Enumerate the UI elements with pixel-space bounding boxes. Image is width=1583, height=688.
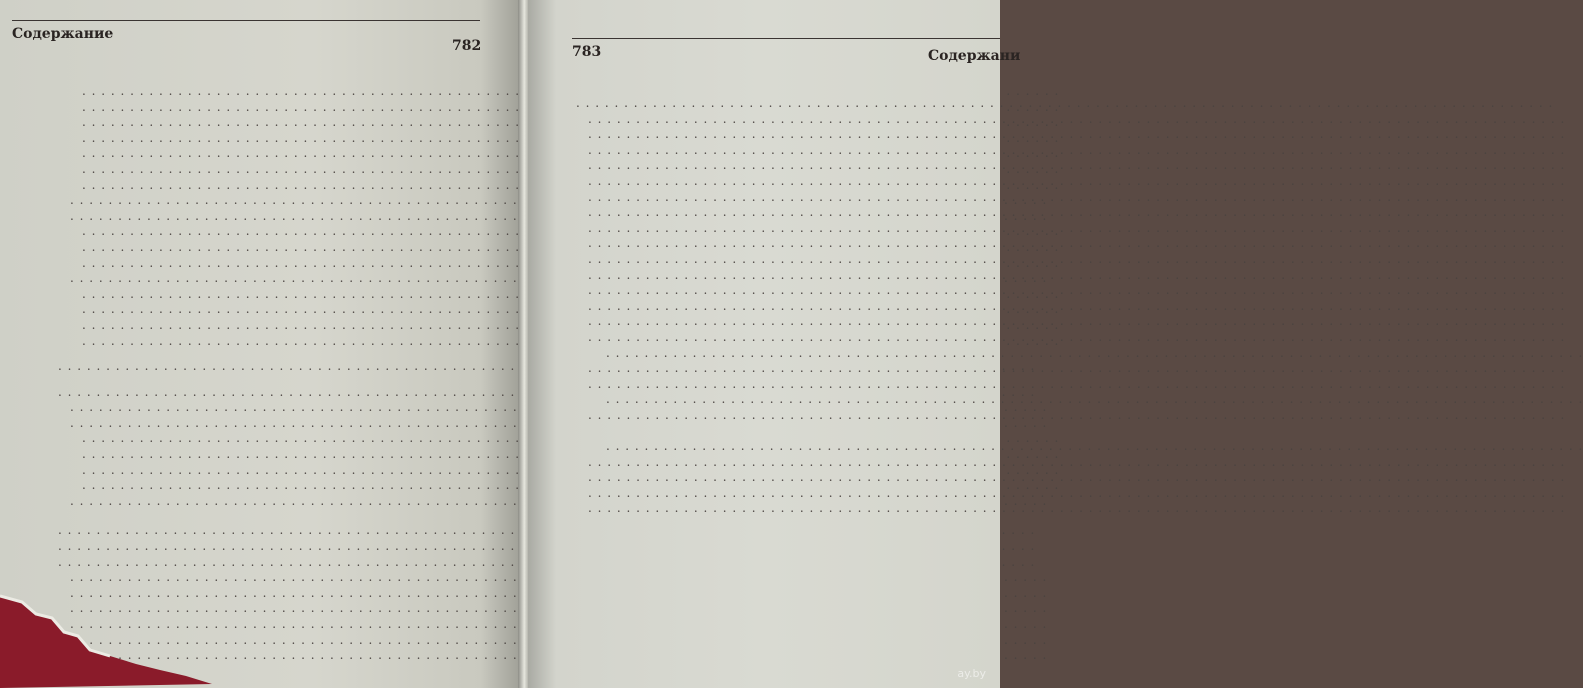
header-rule	[12, 20, 480, 21]
toc-entry	[56, 447, 480, 463]
toc-entry	[56, 302, 480, 318]
toc-entry	[574, 330, 960, 346]
toc-entry	[56, 240, 480, 256]
toc-entry	[56, 463, 480, 479]
toc-entry	[56, 431, 480, 447]
dot-leader	[588, 236, 1565, 252]
toc-entry	[56, 570, 480, 586]
toc-entry	[574, 174, 960, 190]
toc-entry	[574, 143, 960, 159]
dot-leader	[576, 96, 1553, 112]
dot-leader	[588, 408, 1565, 424]
dot-leader	[588, 174, 1565, 190]
toc-entry	[574, 470, 960, 486]
toc-entry	[56, 162, 480, 178]
toc-entry	[56, 287, 480, 303]
running-head-right: Содержани	[928, 48, 1021, 64]
dot-leader	[588, 455, 1565, 471]
watermark: ay.by	[957, 667, 986, 680]
toc-entry	[574, 127, 960, 143]
toc-entry	[574, 236, 960, 252]
running-head-left: Содержание	[12, 26, 114, 42]
toc-entry	[574, 96, 960, 112]
toc-entry	[56, 84, 480, 100]
toc-entry	[574, 361, 960, 377]
toc-list-left	[56, 84, 480, 664]
page-number-left: 782	[452, 38, 482, 54]
toc-entry	[56, 146, 480, 162]
header-rule	[572, 38, 1000, 39]
dot-leader	[606, 346, 1583, 362]
toc-entry	[56, 555, 480, 571]
toc-entry	[574, 314, 960, 330]
toc-entry	[56, 400, 480, 416]
dot-leader	[588, 314, 1565, 330]
toc-entry	[574, 455, 960, 471]
left-page	[0, 0, 522, 688]
toc-entry	[574, 392, 960, 408]
dot-leader	[588, 268, 1565, 284]
dot-leader	[588, 127, 1565, 143]
dot-leader	[588, 283, 1565, 299]
toc-entry	[574, 423, 960, 439]
toc-entry	[56, 224, 480, 240]
toc-entry	[56, 478, 480, 494]
toc-entry	[574, 299, 960, 315]
dot-leader	[588, 361, 1565, 377]
toc-entry	[574, 112, 960, 128]
toc-entry	[56, 385, 480, 401]
torn-corner	[0, 594, 230, 688]
toc-entry	[574, 190, 960, 206]
dot-leader	[588, 190, 1565, 206]
toc-entry	[574, 501, 960, 517]
toc-entry	[56, 115, 480, 131]
dot-leader	[588, 470, 1565, 486]
dot-leader	[606, 439, 1583, 455]
toc-entry	[56, 523, 480, 539]
dot-leader	[588, 205, 1565, 221]
toc-entry	[56, 100, 480, 116]
toc-entry	[56, 539, 480, 555]
dot-leader	[588, 330, 1565, 346]
toc-entry	[56, 359, 480, 375]
toc-entry	[574, 377, 960, 393]
toc-entry	[574, 205, 960, 221]
dot-leader	[588, 158, 1565, 174]
page-number-right: 783	[572, 44, 602, 60]
dot-leader	[588, 221, 1565, 237]
toc-entry	[56, 209, 480, 225]
toc-entry	[574, 346, 960, 362]
dot-leader	[588, 299, 1565, 315]
dot-leader	[606, 392, 1583, 408]
toc-entry	[56, 256, 480, 272]
toc-entry	[574, 252, 960, 268]
toc-entry	[56, 131, 480, 147]
toc-entry	[574, 268, 960, 284]
toc-entry	[574, 221, 960, 237]
dot-leader	[588, 252, 1565, 268]
dot-leader	[588, 112, 1565, 128]
toc-entry	[56, 193, 480, 209]
right-page	[528, 0, 1021, 688]
dot-leader	[588, 501, 1565, 517]
dot-leader	[588, 486, 1565, 502]
toc-entry	[56, 178, 480, 194]
toc-entry	[56, 318, 480, 334]
toc-entry	[574, 283, 960, 299]
toc-list-right	[574, 96, 960, 517]
toc-entry	[56, 334, 480, 350]
dot-leader	[588, 377, 1565, 393]
toc-entry	[574, 439, 960, 455]
toc-entry	[56, 271, 480, 287]
toc-entry	[56, 416, 480, 432]
toc-entry	[56, 494, 480, 510]
toc-entry	[574, 486, 960, 502]
dot-leader	[588, 143, 1565, 159]
toc-entry	[574, 158, 960, 174]
toc-entry	[574, 408, 960, 424]
